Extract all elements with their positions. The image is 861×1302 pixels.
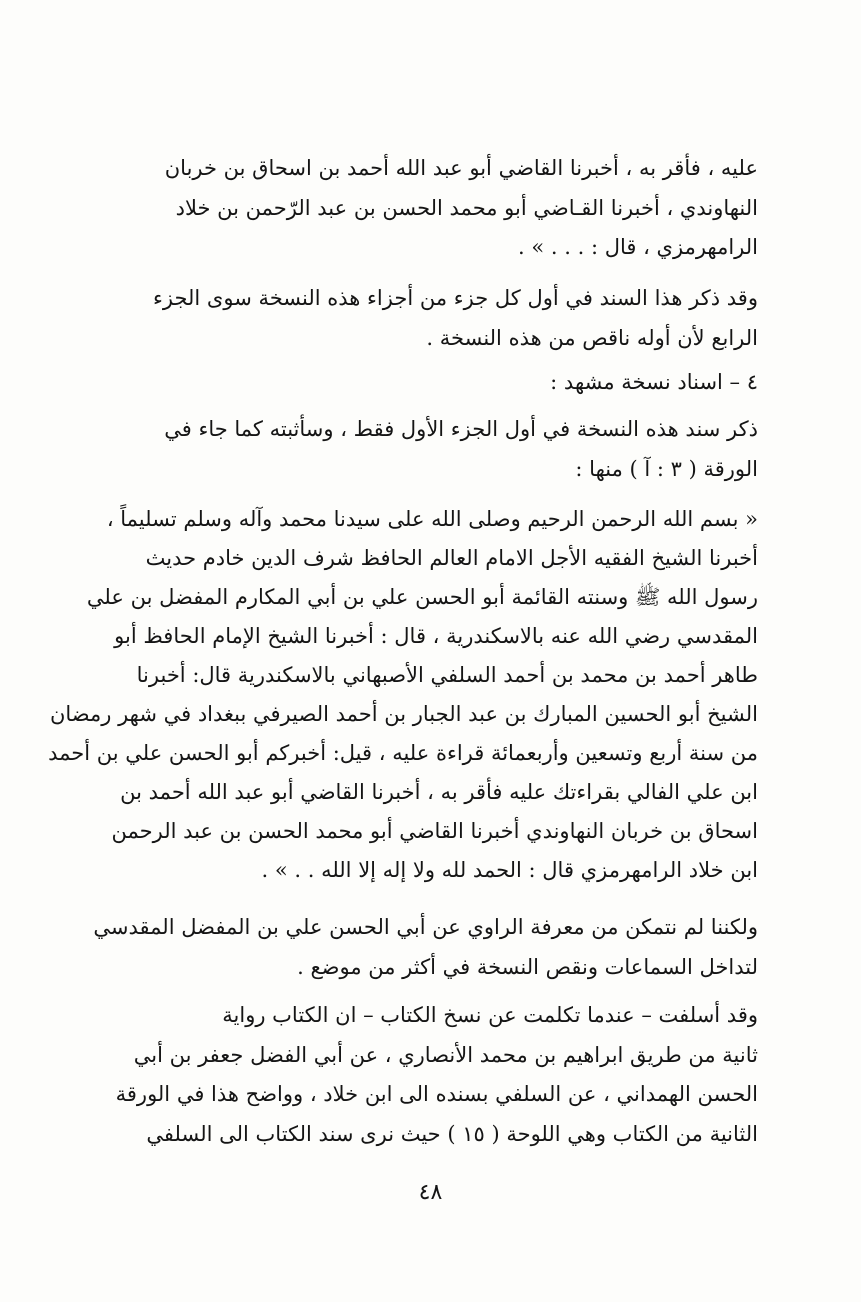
quoted-isnad bbox=[48, 500, 758, 890]
text-line: وقد ذكر هذا السند في أول كل جزء من أجزاء هذه النسخة سوى الجزء bbox=[153, 286, 758, 310]
text-line: ثانية من طريق ابراهيم بن محمد الأنصاري ، عن أبي الفضل جعفر بن أبي bbox=[133, 1042, 758, 1067]
text-line: الحسن الهمداني ، عن السلفي بسنده الى ابن خلاد ، وواضح هذا في الورقة bbox=[115, 1082, 758, 1106]
quote-line: من سنة أربع وتسعين وأربعمائة قراءة عليه ، قيل: أخبركم أبو الحسن علي بن أحمد bbox=[48, 741, 758, 765]
text-line: الثانية من الكتاب وهي اللوحة ( ١٥ ) حيث نرى سند الكتاب الى السلفي bbox=[146, 1121, 758, 1146]
quote-line: ابن خلاد الرامهرمزي قال : الحمد لله ولا إله إلا الله . . » . bbox=[261, 858, 758, 882]
text-line: لتداخل السماعات ونقص النسخة في أكثر من موضع . bbox=[297, 954, 758, 979]
text-line: ذكر سند هذه النسخة في أول الجزء الأول فقط ، وسأثبته كما جاء في bbox=[164, 417, 758, 441]
text-line: ولكننا لم نتمكن من معرفة الراوي عن أبي الحسن علي بن المفضل المقدسي bbox=[93, 915, 758, 939]
paragraph-isnad-continuation bbox=[78, 149, 758, 268]
quote-line: الشيخ أبو الحسين المبارك بن عبد الجبار بن أحمد الصيرفي ببغداد في شهر رمضان bbox=[49, 702, 758, 726]
text-line: وقد أسلفت – عندما تكلمت عن نسخ الكتاب – ان الكتاب رواية bbox=[222, 1003, 758, 1027]
text-line: النهاوندي ، أخبرنا القـاضي أبو محمد الحسن بن عبد الرّحمن بن خلاد bbox=[175, 195, 758, 220]
quote-line: طاهر أحمد بن محمد بن أحمد السلفي الأصبهاني بالاسكندرية قال: أخبرنا bbox=[136, 663, 758, 687]
page-number: ٤٨ bbox=[418, 1180, 443, 1205]
quote-line: رسول الله ﷺ وسنته القائمة أبو الحسن علي بن أبي المكارم المفضل بن علي bbox=[86, 585, 758, 609]
text-line: الرابع لأن أوله ناقص من هذه النسخة . bbox=[426, 325, 758, 350]
text-line: الرامهرمزي ، قال : . . . » . bbox=[518, 235, 758, 259]
paragraph-mashhad-intro bbox=[78, 410, 758, 489]
section-heading bbox=[78, 363, 758, 403]
quote-line: المقدسي رضي الله عنه بالاسكندرية ، قال : أخبرنا الشيخ الإمام الحافظ أبو bbox=[114, 624, 758, 648]
paragraph-second-riwaya bbox=[78, 996, 758, 1154]
quote-line: « بسم الله الرحمن الرحيم وصلى الله على سيدنا محمد وآله وسلم تسليماً ، bbox=[106, 507, 758, 531]
text-line: الورقة ( ٣ : آ ) منها : bbox=[575, 456, 758, 481]
text-line: عليه ، فأقر به ، أخبرنا القاضي أبو عبد الله أحمد بن اسحاق بن خربان bbox=[164, 156, 758, 180]
heading-text: ٤ – اسناد نسخة مشهد : bbox=[550, 370, 758, 394]
paragraph-sanad-note bbox=[78, 279, 758, 358]
quote-line: اسحاق بن خربان النهاوندي أخبرنا القاضي أبو محمد الحسن بن عبد الرحمن bbox=[111, 819, 758, 843]
paragraph-narrator-note bbox=[78, 908, 758, 987]
quote-line: أخبرنا الشيخ الفقيه الأجل الامام العالم الحافظ شرف الدين خادم حديث bbox=[145, 546, 758, 570]
quote-line: ابن علي الفالي بقراءتك عليه فأقر به ، أخبرنا القاضي أبو عبد الله أحمد بن bbox=[120, 780, 758, 804]
